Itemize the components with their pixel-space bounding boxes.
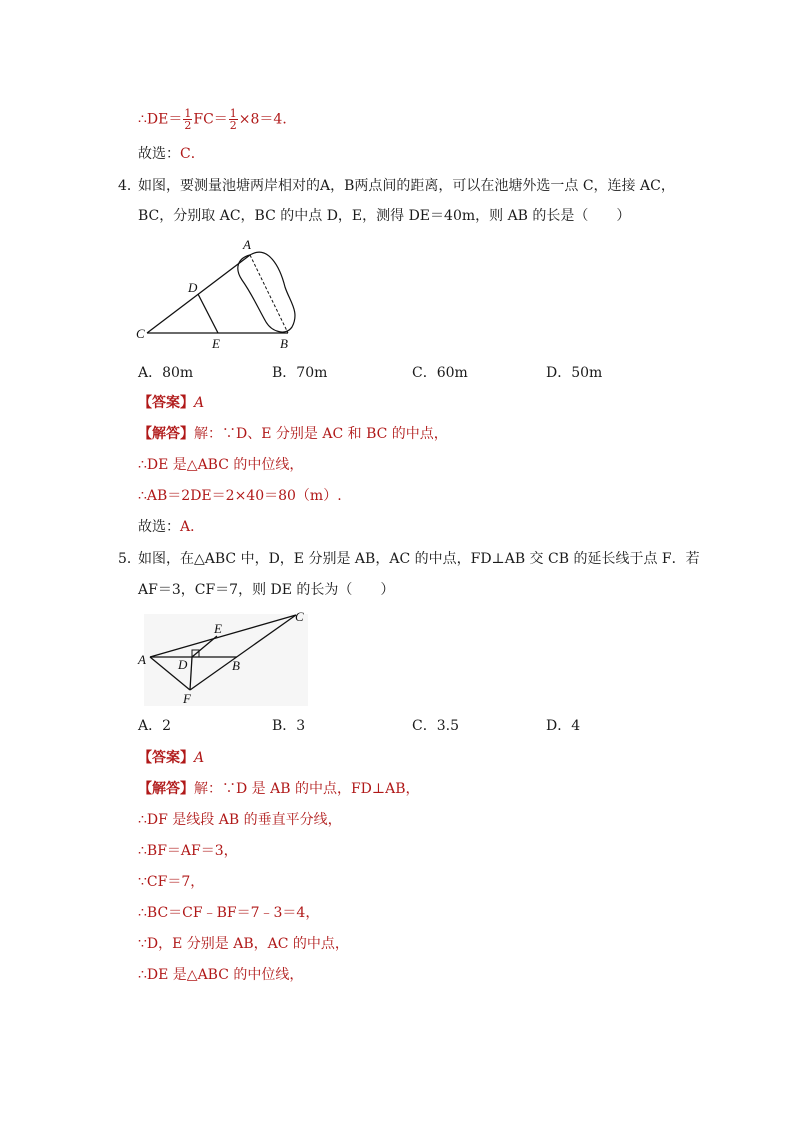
- fraction-one-half-2: $\frac{1}{2}$: [229, 107, 237, 132]
- question-5-solution-line5: ∴BC＝CF﹣BF＝7﹣3＝4，: [138, 905, 320, 921]
- formula-prefix: ∴DE＝: [138, 111, 183, 128]
- question-4-solution-line2: ∴DE 是△ABC 的中位线，: [138, 457, 304, 473]
- label-B: B: [232, 658, 240, 673]
- label-A: A: [243, 237, 251, 252]
- question-5-option-d: D．4: [546, 718, 581, 734]
- choice-line-top: [138, 144, 205, 164]
- question-4-option-a: A．80m: [138, 365, 194, 381]
- label-C: C: [136, 326, 145, 341]
- question-5-solution-line4: ∵CF＝7，: [138, 874, 205, 890]
- figure-background: [144, 614, 308, 706]
- formula-line: [138, 108, 296, 131]
- question-5-answer: 【答案】A: [138, 750, 205, 766]
- question-5-solution-line2: ∴DF 是线段 AB 的垂直平分线，: [138, 812, 342, 828]
- question-4-option-d: D．50m: [546, 365, 603, 381]
- question-5-number: 5．: [118, 551, 141, 567]
- question-4-line2: BC，分别取 AC，BC 的中点 D，E，测得 DE＝40m，则 AB 的长是（ ）: [138, 208, 631, 224]
- question-4-choice: 故选：A．: [138, 519, 205, 535]
- question-5-solution-line6: ∵D，E 分别是 AB，AC 的中点，: [138, 936, 349, 952]
- label-A: A: [138, 652, 146, 667]
- question-5-line1: 如图，在△ABC 中，D，E 分别是 AB，AC 的中点，FD⊥AB 交 CB 的延长线于点 F．若: [138, 551, 700, 567]
- label-E: E: [214, 621, 222, 636]
- question-4-figure: [130, 232, 310, 354]
- question-5-solution-line7: ∴DE 是△ABC 的中位线，: [138, 967, 304, 983]
- question-5-option-a: A．2: [138, 718, 172, 734]
- question-5-solution-line1: 【解答】解：∵D 是 AB 的中点，FD⊥AB，: [138, 781, 420, 797]
- fraction-one-half: $\frac{1}{2}$: [184, 107, 192, 132]
- question-4-line1: 如图，要测量池塘两岸相对的A，B两点间的距离，可以在池塘外选一点 C，连接 AC，: [138, 178, 675, 194]
- choice-value: C．: [180, 146, 205, 162]
- choice-label: 故选：: [138, 146, 180, 162]
- label-F: F: [183, 691, 191, 706]
- question-4-solution-line3: ∴AB＝2DE＝2×40＝80（m）.: [138, 488, 342, 504]
- question-4-option-b: B．70m: [272, 365, 328, 381]
- formula-end: ×8＝4．: [238, 111, 297, 128]
- question-5-figure: [130, 606, 310, 708]
- question-5-option-c: C．3.5: [412, 718, 459, 734]
- dashed-AB: [250, 255, 288, 333]
- segment-DE: [198, 294, 218, 333]
- question-4-option-c: C．60m: [412, 365, 468, 381]
- pond-outline: [238, 252, 295, 332]
- question-4-number: 4．: [118, 178, 141, 194]
- question-5-option-b: B．3: [272, 718, 306, 734]
- label-D: D: [178, 657, 188, 672]
- label-B: B: [280, 336, 288, 351]
- label-D: D: [188, 280, 198, 295]
- question-5-line2: AF＝3，CF＝7，则 DE 的长为（ ）: [138, 582, 395, 598]
- formula-mid: FC＝: [193, 111, 228, 128]
- question-4-answer: 【答案】A: [138, 395, 205, 411]
- question-4-solution-line1: 【解答】解：∵D、E 分别是 AC 和 BC 的中点，: [138, 426, 448, 442]
- question-5-solution-line3: ∴BF＝AF＝3，: [138, 843, 238, 859]
- label-C: C: [295, 609, 304, 624]
- label-E: E: [212, 336, 220, 351]
